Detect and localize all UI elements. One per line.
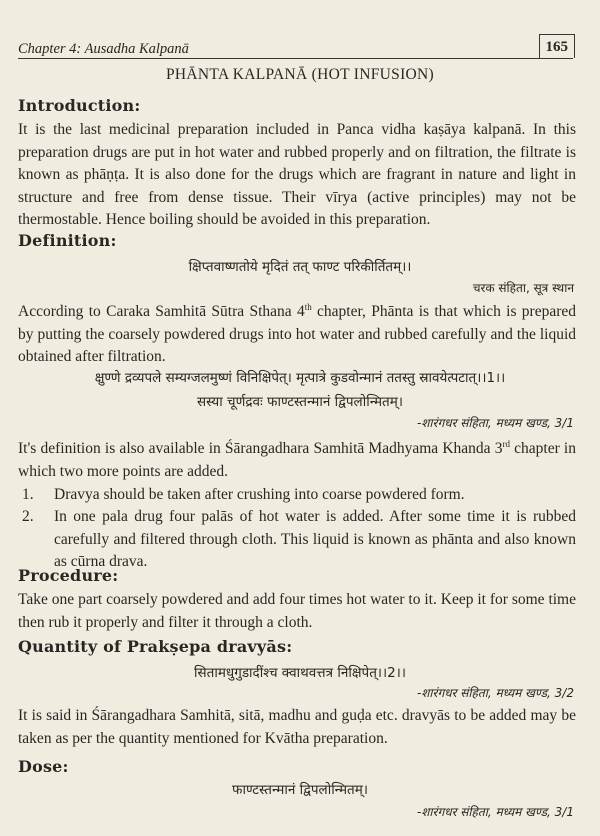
definition-verse-2-line-2: सस्या चूर्णद्रवः फाण्टस्तन्मानं द्विपलोन्मितम्। [197, 394, 403, 410]
book-page: Chapter 4: Ausadha Kalpanā 165 PHĀNTA KALPANĀ (HOT INFUSION) Introduction: It is the last medicinal preparation included in Panca vidha kaṣāya kalpanā. In this preparation drugs are put in hot water and rubbed properly and on filtration, the filtrate is known as phāṇṭa. It is also done for the drugs which are fragrant in nature and light in structure and free from dense tissue. Their vīrya (active principles) may not be thermostable. Hence boiling should be avoided in this preparation. Definition: क्षिप्तवाष्णतोये मृदितं तत् फाण्ट परिकीर्तितम्।। चरक संहिता, सूत्र स्थान According to Caraka Samhitā Sūtra Sthana 4th chapter, Phānta is that which is prepared by putting the coarsely powdered drugs into hot water and rubbed carefully and the liquid obtained after filtration. क्षुण्णे द्रव्यपले सम्यग्जलमुष्णं विनिक्षिपेत्। मृत्पात्रे कुडवोन्मानं ततस्तु स्रावयेत्पटात्।।1।। सस्या चूर्णद्रवः फाण्टस्तन्मानं द्विपलोन्मितम्। -शारंगधर संहिता, मध्यम खण्ड, 3/1 It's definition is also available in Śārangadhara Samhitā Madhyama Khanda 3rd chapter in which two more points are added. 1. Dravya should be taken after crushing into coarse powdered form. 2. In one pala drug four palās of hot water is added. After some time it is rubbed carefully and filtered through cloth. This liquid is known as phānta and also known as cūrna drava. Procedure: Take one part coarsely powdered and add four times hot water to it. Keep it for some time then rub it properly and filter it through a cloth. Quantity of Prakṣepa dravyās: सितामधुगुडादींश्च क्वाथवत्तत्र निक्षिपेत्।।2।। -शारंगधर संहिता, मध्यम खण्ड, 3/2 It is said in Śārangadhara Samhitā, sitā, madhu and guḍa etc. dravyās to be added may be taken as per the quantity mentioned for Kvātha preparation. Dose: फाण्टस्तन्मानं द्विपलोन्मितम्। -शारंगधर संहिता, मध्यम खण्ड, 3/1 [0, 0, 600, 836]
page-number: 165 [539, 34, 576, 58]
quantity-verse: सितामधुगुडादींश्च क्वाथवत्तत्र निक्षिपेत्।।2।। [194, 665, 406, 681]
running-header [18, 38, 573, 59]
definition-heading: Definition: [18, 231, 117, 250]
dose-heading: Dose: [18, 757, 69, 776]
definition-source: चरक संहिता, सूत्र स्थान [472, 281, 574, 295]
definition-verse-2-line-1: क्षुण्णे द्रव्यपले सम्यग्जलमुष्णं विनिक्षिपेत्। मृत्पात्रे कुडवोन्मानं ततस्तु स्रावयेत्पटात्।।1।। [94, 370, 506, 386]
quantity-heading: Quantity of Prakṣepa dravyās: [18, 637, 293, 656]
dose-source: -शारंगधर संहिता, मध्यम खण्ड, 3/1 [416, 805, 574, 819]
definition-text: According to Caraka Samhitā Sūtra Sthana 4th chapter, Phānta is that which is prepared by putting the coarsely powdered drugs into hot water and rubbed carefully and the liquid obtained after filtration. [18, 302, 576, 366]
quantity-source: -शारंगधर संहिता, मध्यम खण्ड, 3/2 [416, 686, 574, 700]
definition-text-2: It's definition is also available in Śārangadhara Samhitā Madhyama Khanda 3rd chapter in which two more points are added. [18, 439, 576, 480]
dose-verse: फाण्टस्तन्मानं द्विपलोन्मितम्। [232, 782, 368, 798]
procedure-heading: Procedure: [18, 566, 119, 585]
definition-verse: क्षिप्तवाष्णतोये मृदितं तत् फाण्ट परिकीर्तितम्।। [188, 259, 412, 275]
definition-source-2: -शारंगधर संहिता, मध्यम खण्ड, 3/1 [416, 416, 574, 430]
introduction-text: It is the last medicinal preparation included in Panca vidha kaṣāya kalpanā. In this preparation drugs are put in hot water and rubbed properly and on filtration, the filtrate is known as phāṇṭa. It is also done for the drugs which are fragrant in nature and light in structure and free from dense tissue. Their vīrya (active principles) may not be thermostable. Hence boiling should be avoided in this preparation. [18, 121, 576, 228]
introduction-heading: Introduction: [18, 96, 141, 115]
section-title: PHĀNTA KALPANĀ (HOT INFUSION) [166, 66, 434, 83]
procedure-text: Take one part coarsely powdered and add four times hot water to it. Keep it for some time then rub it properly and filter it through a cloth. [18, 591, 576, 631]
quantity-text: It is said in Śārangadhara Samhitā, sitā, madhu and guḍa etc. dravyās to be added may be taken as per the quantity mentioned for Kvātha preparation. [18, 707, 576, 747]
chapter-title: Chapter 4: Ausadha Kalpanā [18, 41, 189, 57]
